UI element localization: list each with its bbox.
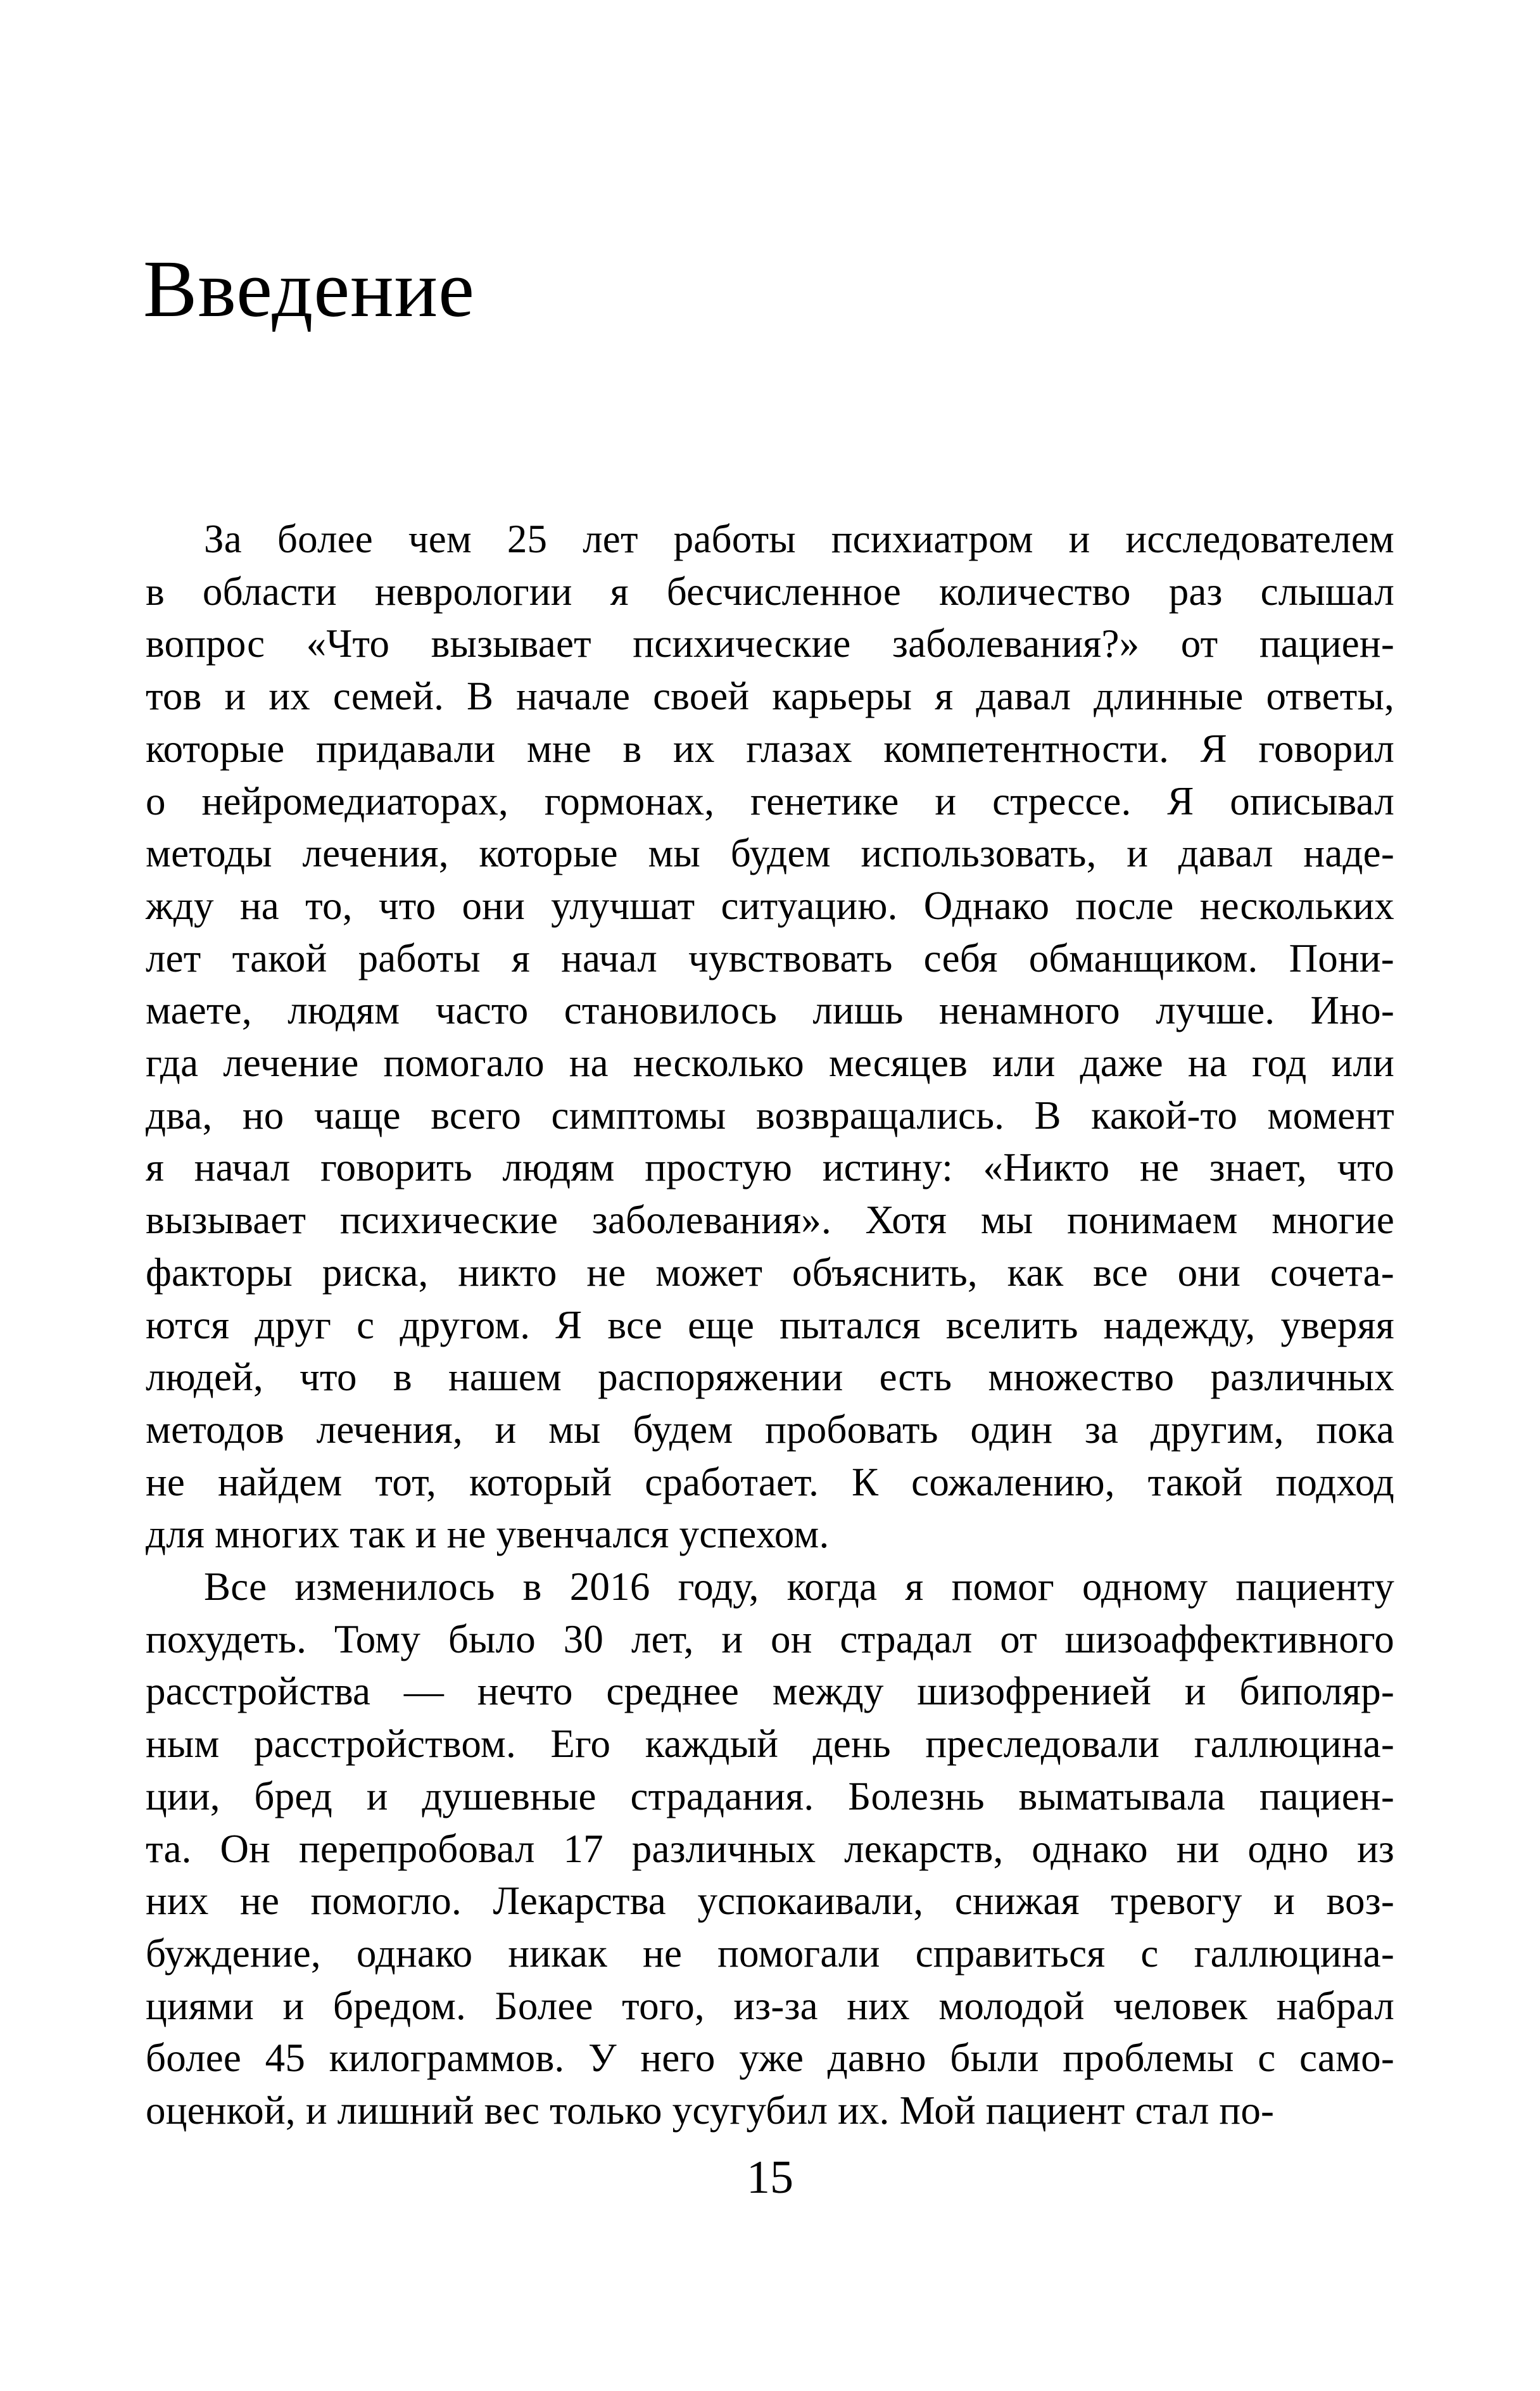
text-line: не найдем тот, который сработает. К сожалению, такой подход: [146, 1459, 1394, 1504]
text-line: За более чем 25 лет работы психиатром и исследователем: [204, 517, 1394, 561]
text-line: жду на то, что они улучшат ситуацию. Однако после нескольких: [146, 883, 1394, 928]
text-line: маете, людям часто становилось лишь ненамного лучше. Ино-: [146, 988, 1394, 1033]
paragraph: [146, 1561, 1394, 2137]
text-line: я начал говорить людям простую истину: «Никто не знает, что: [146, 1145, 1394, 1190]
text-line: ции, бред и душевные страдания. Болезнь выматывала пациен-: [146, 1773, 1394, 1818]
text-line: расстройства — нечто среднее между шизофренией и биполяр-: [146, 1669, 1394, 1714]
text-line: два, но чаще всего симптомы возвращались. В какой-то момент: [146, 1093, 1394, 1138]
text-line: гда лечение помогало на несколько месяцев или даже на год или: [146, 1041, 1394, 1086]
text-line: циями и бредом. Более того, из-за них молодой человек набрал: [146, 1983, 1394, 2028]
paragraph: [146, 513, 1394, 1561]
text-line: тов и их семей. В начале своей карьеры я давал длинные ответы,: [146, 674, 1394, 719]
text-line: буждение, однако никак не помогали справиться с галлюцина-: [146, 1931, 1394, 1976]
text-line: ным расстройством. Его каждый день преследовали галлюцина-: [146, 1722, 1394, 1766]
text-line: вызывает психические заболевания». Хотя мы понимаем многие: [146, 1198, 1394, 1243]
text-line: та. Он перепробовал 17 различных лекарств, однако ни одно из: [146, 1826, 1394, 1871]
text-line: в области неврологии я бесчисленное количество раз слышал: [146, 569, 1394, 614]
text-line: похудеть. Тому было 30 лет, и он страдал от шизоаффективного: [146, 1616, 1394, 1661]
text-line: факторы риска, никто не может объяснить, как все они сочета-: [146, 1250, 1394, 1295]
text-line: ются друг с другом. Я все еще пытался вселить надежду, уверяя: [146, 1302, 1394, 1347]
text-line: которые придавали мне в их глазах компетентности. Я говорил: [146, 726, 1394, 771]
page-title: Введение: [143, 244, 475, 334]
body-text: [146, 513, 1394, 2137]
text-line: Все изменилось в 2016 году, когда я помог одному пациенту: [204, 1564, 1394, 1609]
text-line: методов лечения, и мы будем пробовать один за другим, пока: [146, 1407, 1394, 1452]
text-line: оценкой, и лишний вес только усугубил их. Мой пациент стал по-: [146, 2088, 1275, 2133]
text-line: людей, что в нашем распоряжении есть множество различных: [146, 1355, 1394, 1400]
text-line: лет такой работы я начал чувствовать себя обманщиком. Пони-: [146, 935, 1394, 980]
text-line: о нейромедиаторах, гормонах, генетике и стрессе. Я описывал: [146, 778, 1394, 823]
text-line: методы лечения, которые мы будем использовать, и давал наде-: [146, 831, 1394, 876]
text-line: более 45 килограммов. У него уже давно были проблемы с само-: [146, 2036, 1394, 2081]
page-number: 15: [747, 2152, 793, 2204]
text-line: вопрос «Что вызывает психические заболевания?» от пациен-: [146, 621, 1394, 666]
text-line: для многих так и не увенчался успехом.: [146, 1512, 830, 1557]
text-line: них не помогло. Лекарства успокаивали, снижая тревогу и воз-: [146, 1879, 1394, 1924]
